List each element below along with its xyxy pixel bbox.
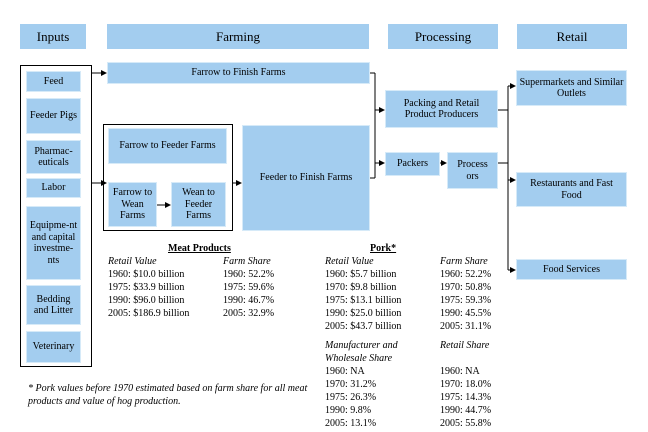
header-inputs: Inputs: [20, 24, 86, 49]
pork-mfr-shares: [325, 366, 376, 430]
meat-farm-share: 1990: 46.7%: [223, 294, 275, 306]
header-farming: Farming: [107, 24, 369, 49]
input-bedding-litter: Bedding and Litter: [26, 285, 81, 325]
pork-retail-share: 1970: 18.0%: [440, 378, 492, 390]
pork-retail-value: 1960: $5.7 billion: [325, 269, 397, 280]
header-retail: Retail: [517, 24, 627, 49]
packers: Packers: [385, 152, 440, 176]
input-veterinary: Veterinary: [26, 331, 81, 363]
meat-farm-header: Farm Share: [223, 256, 271, 267]
meat-farm-shares: [223, 269, 274, 321]
pork-farm-share: 1960: 52.2%: [440, 269, 492, 280]
packing-retail-producers: Packing and Retail Product Producers: [385, 90, 498, 128]
pork-retail-value: 2005: $43.7 billion: [325, 320, 402, 332]
meat-retail-value: 2005: $186.9 billion: [108, 307, 190, 319]
pork-mfr-header: Manufacturer and Wholesale Share: [325, 340, 398, 364]
pork-farm-share: 1975: 59.3%: [440, 294, 492, 306]
pork-title: Pork*: [370, 243, 397, 254]
pork-retail-share: 1990: 44.7%: [440, 404, 492, 416]
processors: Process ors: [447, 152, 498, 189]
pork-retail-values: [325, 269, 401, 333]
pork-mfr-share: 2005: 13.1%: [325, 417, 377, 429]
pork-farm-share: 1990: 45.5%: [440, 307, 492, 319]
farrow-to-finish-farms: Farrow to Finish Farms: [107, 62, 370, 84]
pork-farm-header: Farm Share: [440, 256, 488, 267]
feeder-to-finish-farms: Feeder to Finish Farms: [242, 125, 370, 231]
pork-retail-share: 2005: 55.8%: [440, 417, 492, 429]
header-processing: Processing: [388, 24, 498, 49]
pork-retail-header: Retail Value: [325, 256, 374, 267]
food-services: Food Services: [516, 259, 627, 280]
supermarkets-similar-outlets: Supermarkets and Similar Outlets: [516, 70, 627, 106]
meat-farm-share: 2005: 32.9%: [223, 307, 275, 319]
pork-farm-shares: [440, 269, 491, 333]
pork-farm-share: 1970: 50.8%: [440, 281, 492, 293]
pork-retail-value: 1975: $13.1 billion: [325, 294, 402, 306]
input-feeder-pigs: Feeder Pigs: [26, 98, 81, 134]
pork-retail-share-header: Retail Share: [440, 340, 490, 351]
meat-retail-value: 1990: $96.0 billion: [108, 294, 185, 306]
farrow-to-wean-farms: Farrow to Wean Farms: [108, 182, 157, 227]
pork-retail-share: 1975: 14.3%: [440, 391, 492, 403]
pork-mfr-share: 1970: 31.2%: [325, 378, 377, 390]
wean-to-feeder-farms: Wean to Feeder Farms: [171, 182, 226, 227]
pork-mfr-share: 1975: 26.3%: [325, 391, 377, 403]
pork-mfr-share: 1990: 9.8%: [325, 404, 372, 416]
footnote: * Pork values before 1970 estimated based on farm share for all meat products and value of hog production.: [28, 383, 308, 407]
pork-retail-shares: [440, 366, 491, 430]
input-pharmaceuticals: Pharmac-euticals: [26, 140, 81, 174]
input-equipment-capital: Equipme-nt and capital investme-nts: [26, 206, 81, 280]
meat-farm-share: 1975: 59.6%: [223, 281, 275, 293]
pork-retail-share: 1960: NA: [440, 366, 480, 377]
meat-retail-value: 1975: $33.9 billion: [108, 281, 185, 293]
input-labor: Labor: [26, 178, 81, 198]
meat-products-title: Meat Products: [168, 243, 231, 254]
meat-retail-value: 1960: $10.0 billion: [108, 269, 185, 280]
pork-farm-share: 2005: 31.1%: [440, 320, 492, 332]
meat-farm-share: 1960: 52.2%: [223, 269, 275, 280]
meat-retail-header: Retail Value: [108, 256, 157, 267]
pork-retail-value: 1990: $25.0 billion: [325, 307, 402, 319]
farrow-to-feeder-farms: Farrow to Feeder Farms: [108, 128, 227, 164]
pork-retail-value: 1970: $9.8 billion: [325, 281, 397, 293]
pork-mfr-share: 1960: NA: [325, 366, 365, 377]
meat-retail-values: [108, 269, 189, 321]
restaurants-fast-food: Restaurants and Fast Food: [516, 172, 627, 207]
input-feed: Feed: [26, 71, 81, 92]
